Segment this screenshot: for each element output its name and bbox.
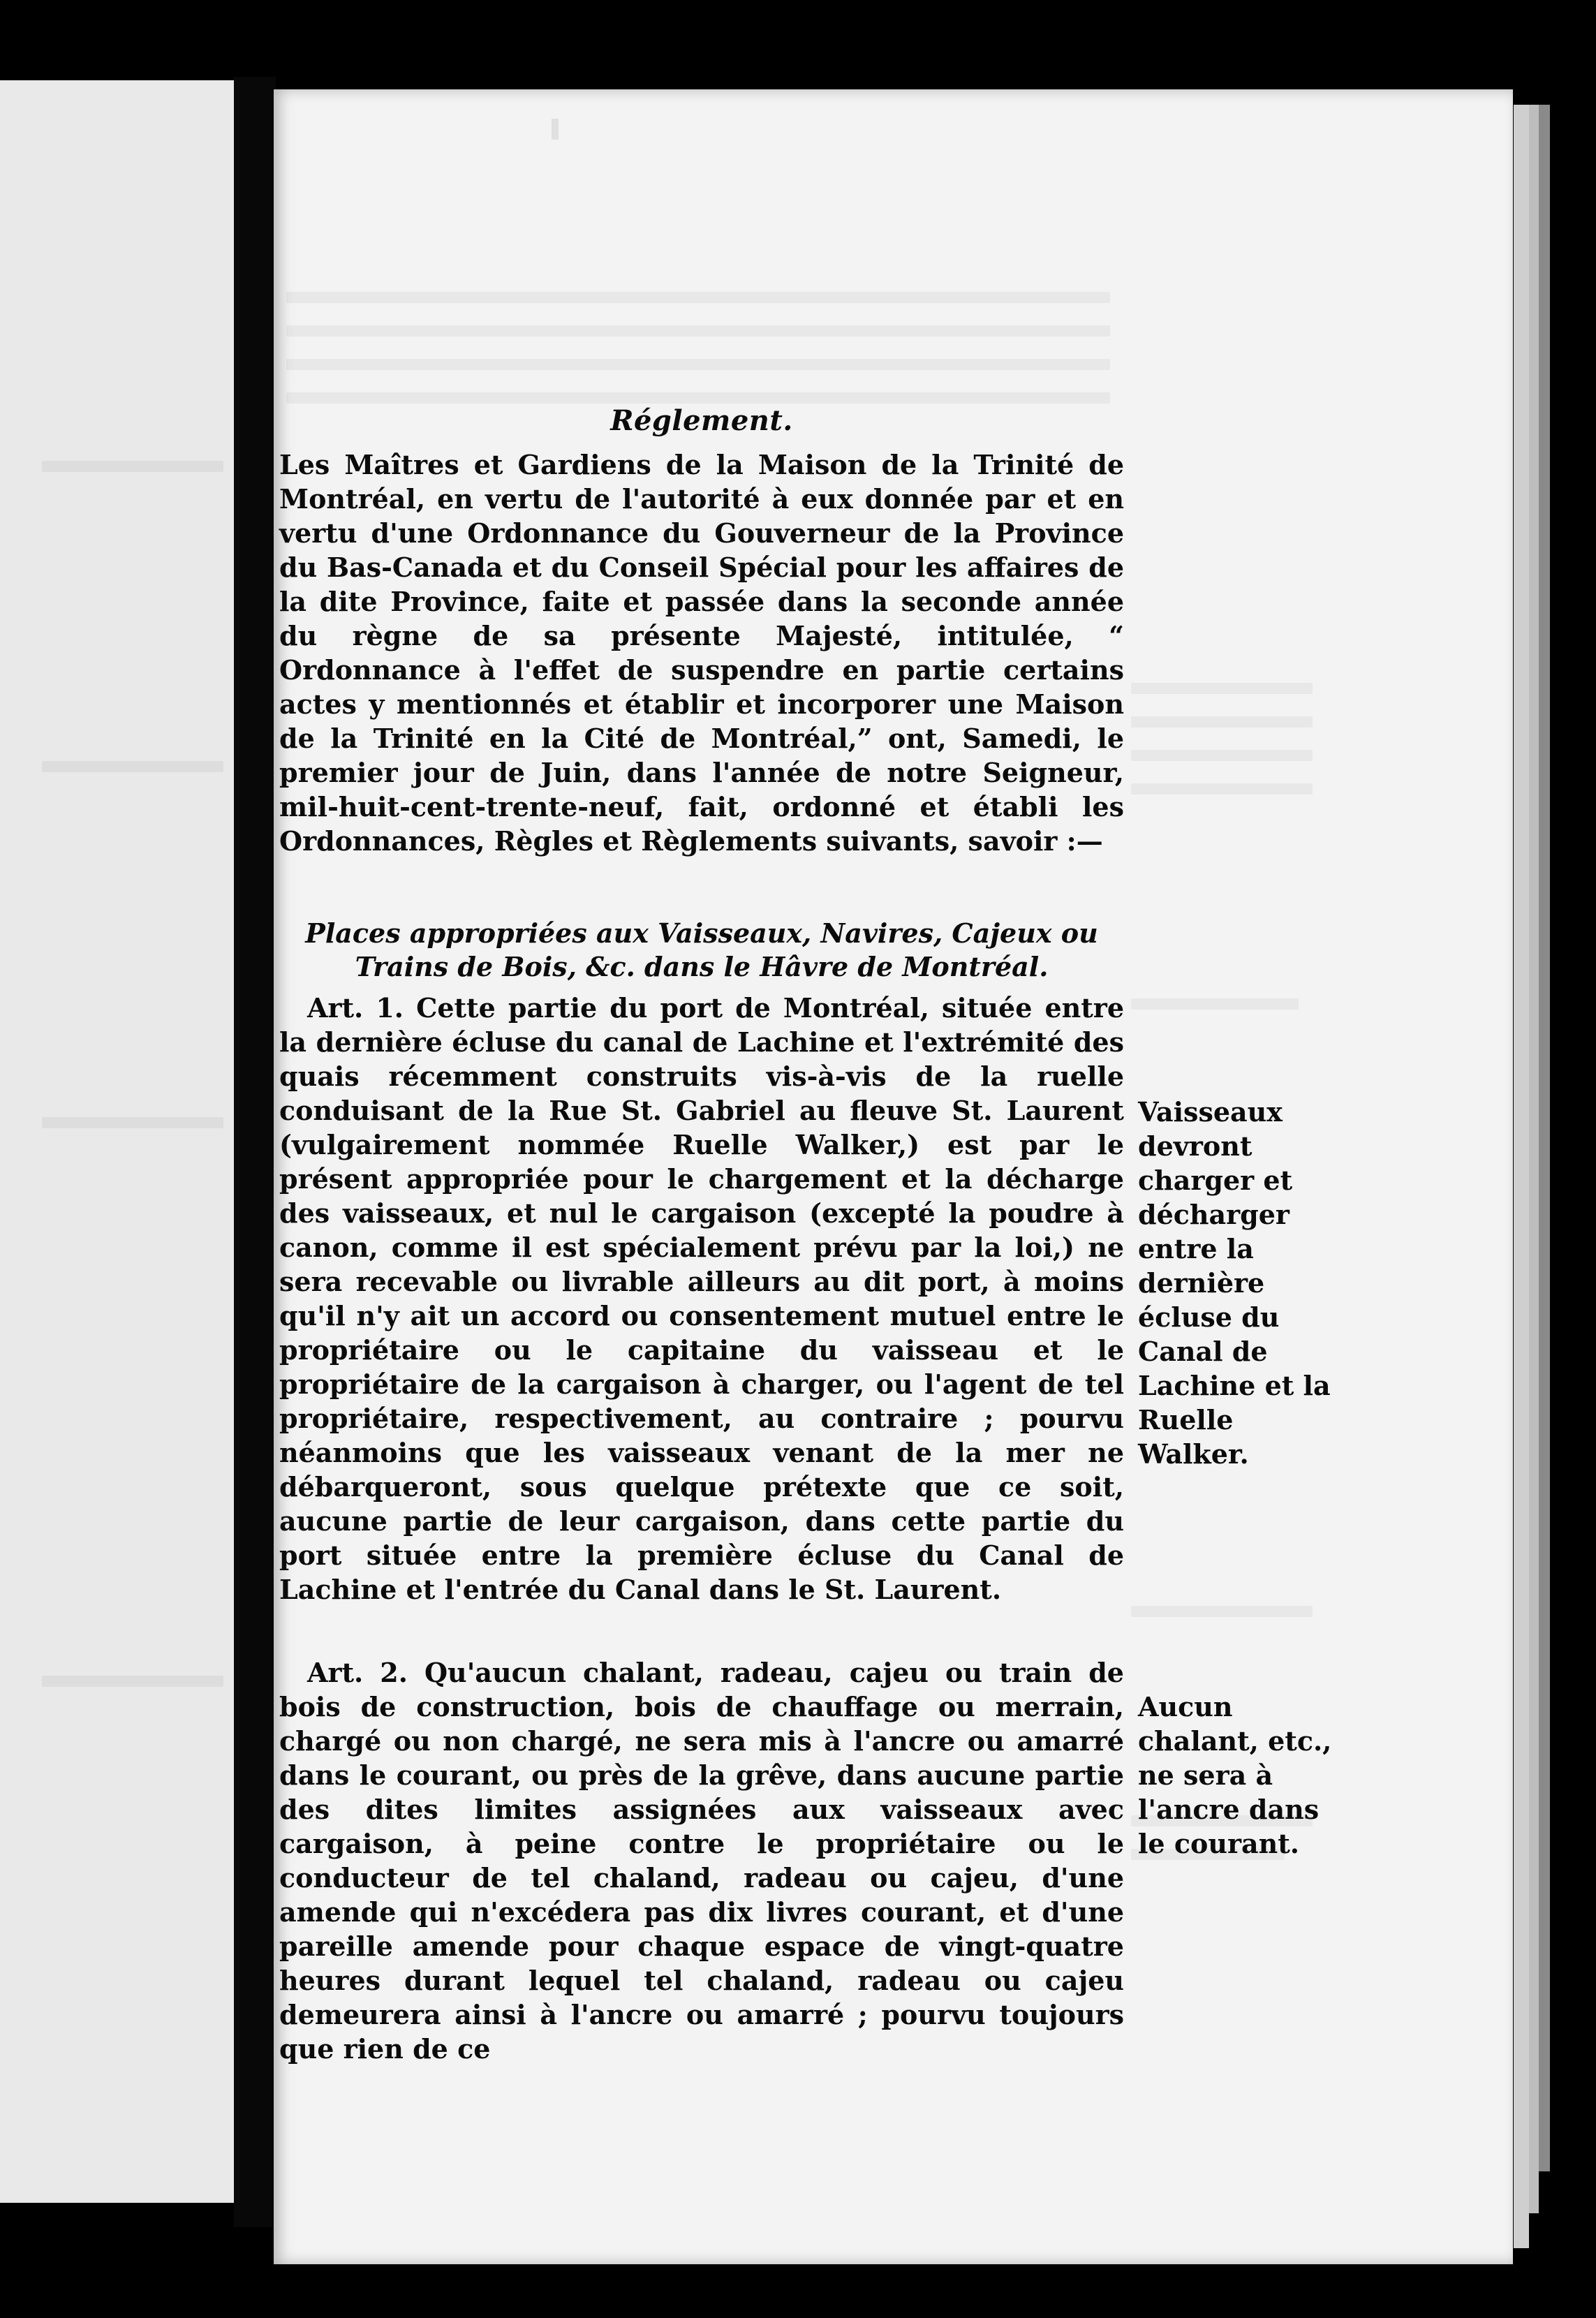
article-2: Art. 2. Qu'aucun chalant, radeau, cajeu ou train de bois de construction, bois de chauffage ou merrain, chargé ou non chargé, ne sera mis à l'ancre ou amarré dans le courant, ou près de la grêve, dans aucune partie des dites limites assignées aux vaisseaux avec cargaison, à peine contre le propriétaire ou le conducteur de tel chaland, radeau ou cajeu, d'une amende qui n'excédera pas dix livres courant, et d'une pareille amende pour chaque espace de vingt-quatre heures durant lequel tel chaland, radeau ou cajeu demeurera ainsi à l'ancre ou amarré ; pourvu toujours que rien de ce <box>279 1657 1124 2065</box>
section-heading-line: Places appropriées aux Vaisseaux, Navires, Cajeux ou <box>305 917 1098 949</box>
margin-note-article-2: Aucun chalant, etc., ne sera à l'ancre dans le courant. <box>1138 1691 1332 1859</box>
book-spine <box>234 77 276 2227</box>
margin-note-article-1: Vaisseaux devront charger et décharger entre la dernière écluse du Canal de Lachine et la Ruelle Walker. <box>1138 1096 1331 1470</box>
page-edge <box>1539 105 1550 2171</box>
section-heading <box>279 917 1124 984</box>
page-edge <box>1514 105 1529 2248</box>
page-mark <box>552 119 559 140</box>
intro-paragraph: Les Maîtres et Gardiens de la Maison de la Trinité de Montréal, en vertu de l'autorité à eux donnée par et en vertu d'une Ordonnance du Gouverneur de la Province du Bas-Canada et du Conseil Spécial pour les affaires de la dite Province, faite et passée dans la seconde année du règne de sa présente Majesté, intitulée, “ Ordonnance à l'effet de suspendre en partie certains actes y mentionnés et établir et incorporer une Maison de la Trinité en la Cité de Montréal,” ont, Samedi, le premier jour de Juin, dans l'année de notre Seigneur, mil-huit-cent-trente-neuf, fait, ordonné et établi les Ordonnances, Règles et Règlements suivants, savoir :— <box>279 449 1124 857</box>
left-facing-page <box>0 80 234 2203</box>
article-1: Art. 1. Cette partie du port de Montréal, située entre la dernière écluse du canal de Lachine et l'extrémité des quais récemment construits vis-à-vis de la ruelle conduisant de la Rue St. Gabriel au fleuve St. Laurent (vulgairement nommée Ruelle Walker,) est par le présent appropriée pour le chargement et la décharge des vaisseaux, et nul le cargaison (excepté la poudre à canon, comme il est spécialement prévu par la loi,) ne sera recevable ou livrable ailleurs au dit port, à moins qu'il n'y ait un accord ou consentement mutuel entre le propriétaire ou le capitaine du vaisseau et le propriétaire de la cargaison à charger, ou l'agent de tel propriétaire, respectivement, au contraire ; pourvu néanmoins que les vaisseaux venant de la mer ne débarqueront, sous quelque prétexte que ce soit, aucune partie de leur cargaison, dans cette partie du port située entre la première écluse du Canal de Lachine et l'entrée du Canal dans le St. Laurent. <box>279 992 1124 1605</box>
document-title: Réglement. <box>610 404 793 437</box>
page-edge <box>1529 105 1539 2213</box>
page-body <box>279 391 1124 2066</box>
section-heading-line: Trains de Bois, &c. dans le Hâvre de Montréal. <box>355 951 1049 982</box>
